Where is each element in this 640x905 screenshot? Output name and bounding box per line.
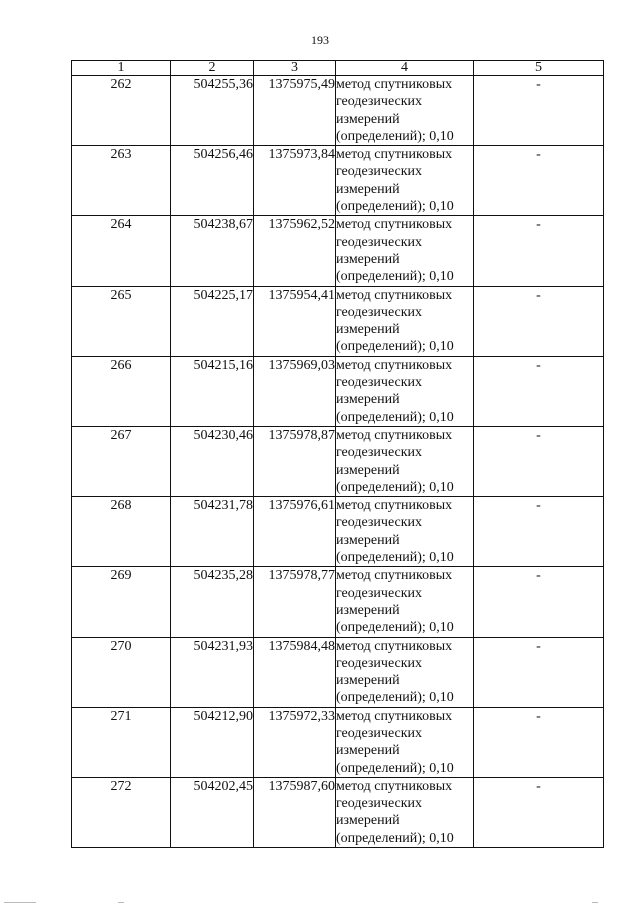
method-line: измерений [336,743,400,759]
method-cell [336,286,474,356]
column-5-cell: - [474,286,604,356]
y-coordinate-cell: 1375972,33 [254,707,336,777]
method-line: геодезических [336,585,423,601]
method-line: измерений [336,813,400,829]
x-coordinate-cell: 504202,45 [171,777,254,847]
footer-mark-center [118,902,124,903]
method-cell [336,426,474,496]
table-row [72,76,604,146]
point-number-cell: 265 [72,286,171,356]
method-line: (определений); 0,10 [336,409,454,425]
method-line: метод спутниковых [336,357,453,373]
method-cell [336,497,474,567]
y-coordinate-cell: 1375962,52 [254,216,336,286]
method-line: измерений [336,532,400,548]
table-row [72,637,604,707]
y-coordinate-cell: 1375973,84 [254,146,336,216]
method-line: геодезических [336,655,423,671]
method-cell [336,356,474,426]
point-number-cell: 262 [72,76,171,146]
table-row [72,216,604,286]
method-line: геодезических [336,796,423,812]
column-5-cell: - [474,777,604,847]
method-line: (определений); 0,10 [336,760,454,776]
method-line: измерений [336,251,400,267]
method-line: метод спутниковых [336,427,453,443]
method-line: геодезических [336,234,423,250]
method-line: геодезических [336,304,423,320]
column-header-3: 3 [254,61,336,76]
column-header-2: 2 [171,61,254,76]
method-cell [336,567,474,637]
coordinates-table [71,60,604,848]
y-coordinate-cell: 1375976,61 [254,497,336,567]
column-5-cell: - [474,567,604,637]
method-cell [336,216,474,286]
method-line: метод спутниковых [336,147,453,163]
method-line: геодезических [336,725,423,741]
page-number: 193 [311,33,329,47]
method-line: измерений [336,322,400,338]
column-5-cell: - [474,707,604,777]
method-line: измерений [336,392,400,408]
column-5-cell: - [474,637,604,707]
table-row [72,426,604,496]
column-header-4: 4 [336,61,474,76]
method-line: измерений [336,181,400,197]
method-line: геодезических [336,515,423,531]
method-cell [336,146,474,216]
method-line: измерений [336,673,400,689]
method-line: (определений); 0,10 [336,830,454,846]
method-line: (определений); 0,10 [336,620,454,636]
method-line: метод спутниковых [336,638,453,654]
table-row [72,497,604,567]
method-line: (определений); 0,10 [336,550,454,566]
method-line: метод спутниковых [336,498,453,514]
method-cell [336,637,474,707]
table-header [72,61,604,76]
point-number-cell: 271 [72,707,171,777]
y-coordinate-cell: 1375984,48 [254,637,336,707]
table-row [72,286,604,356]
column-header-5: 5 [474,61,604,76]
point-number-cell: 270 [72,637,171,707]
point-number-cell: 269 [72,567,171,637]
column-5-cell: - [474,76,604,146]
column-5-cell: - [474,146,604,216]
method-line: (определений); 0,10 [336,479,454,495]
method-line: измерений [336,602,400,618]
column-5-cell: - [474,216,604,286]
column-5-cell: - [474,426,604,496]
point-number-cell: 263 [72,146,171,216]
y-coordinate-cell: 1375975,49 [254,76,336,146]
table-row [72,777,604,847]
method-line: геодезических [336,445,423,461]
footer-mark-right [592,902,598,903]
method-line: геодезических [336,164,423,180]
method-cell [336,777,474,847]
column-5-cell: - [474,356,604,426]
x-coordinate-cell: 504230,46 [171,426,254,496]
method-line: (определений); 0,10 [336,269,454,285]
x-coordinate-cell: 504231,93 [171,637,254,707]
table-row [72,356,604,426]
x-coordinate-cell: 504255,36 [171,76,254,146]
method-line: измерений [336,111,400,127]
method-line: измерений [336,462,400,478]
point-number-cell: 267 [72,426,171,496]
y-coordinate-cell: 1375978,87 [254,426,336,496]
method-line: метод спутниковых [336,77,453,92]
method-line: метод спутниковых [336,568,453,584]
table-row [72,707,604,777]
y-coordinate-cell: 1375987,60 [254,777,336,847]
header-row [72,61,604,76]
table-body [72,76,604,848]
method-line: метод спутниковых [336,217,453,233]
method-line: метод спутниковых [336,708,453,724]
x-coordinate-cell: 504238,67 [171,216,254,286]
x-coordinate-cell: 504256,46 [171,146,254,216]
column-header-1: 1 [72,61,171,76]
method-cell [336,76,474,146]
table-row [72,567,604,637]
method-line: метод спутниковых [336,287,453,303]
method-line: (определений); 0,10 [336,690,454,706]
x-coordinate-cell: 504235,28 [171,567,254,637]
method-line: (определений); 0,10 [336,199,454,215]
method-cell [336,707,474,777]
x-coordinate-cell: 504225,17 [171,286,254,356]
column-5-cell: - [474,497,604,567]
x-coordinate-cell: 504215,16 [171,356,254,426]
x-coordinate-cell: 504231,78 [171,497,254,567]
method-line: метод спутниковых [336,778,453,794]
point-number-cell: 268 [72,497,171,567]
point-number-cell: 266 [72,356,171,426]
method-line: (определений); 0,10 [336,339,454,355]
footer-mark-left [4,902,36,903]
y-coordinate-cell: 1375978,77 [254,567,336,637]
point-number-cell: 264 [72,216,171,286]
y-coordinate-cell: 1375954,41 [254,286,336,356]
y-coordinate-cell: 1375969,03 [254,356,336,426]
table-row [72,146,604,216]
method-line: геодезических [336,375,423,391]
point-number-cell: 272 [72,777,171,847]
method-line: геодезических [336,94,423,110]
x-coordinate-cell: 504212,90 [171,707,254,777]
method-line: (определений); 0,10 [336,128,454,144]
